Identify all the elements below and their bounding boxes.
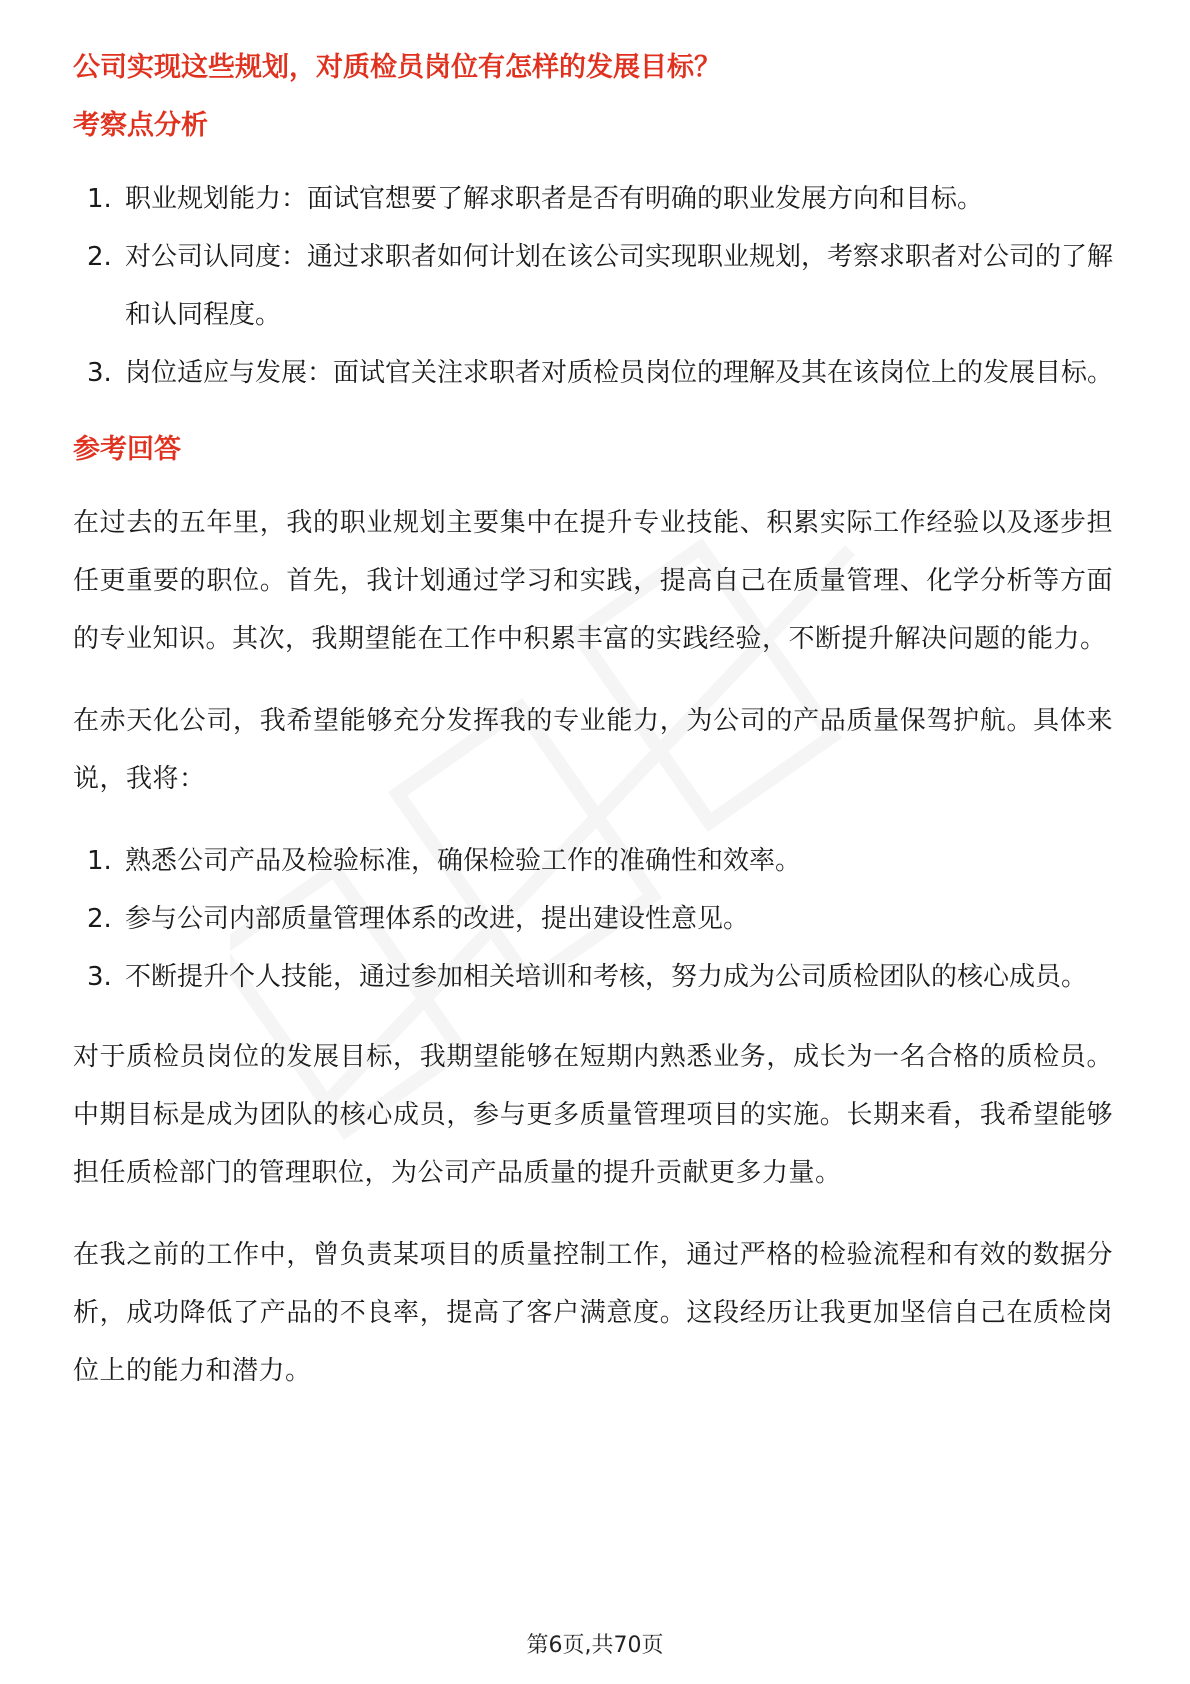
- analysis-heading: 考察点分析: [73, 110, 208, 141]
- list-text: 职业规划能力：面试官想要了解求职者是否有明确的职业发展方向和目标。: [125, 184, 984, 214]
- answer-paragraph: 在过去的五年里，我的职业规划主要集中在提升专业技能、积累实际工作经验以及逐步担任更重要的职位。首先，我计划通过学习和实践，提高自己在质量管理、化学分析等方面的专业知识。其次，我期望能在工作中积累丰富的实践经验，不断提升解决问题的能力。: [73, 508, 1113, 654]
- list-item: [73, 170, 1113, 228]
- answer-list: [73, 832, 1113, 1006]
- list-item: [73, 890, 1113, 948]
- list-item: [73, 344, 1113, 402]
- list-number: 2.: [87, 242, 112, 272]
- list-text: 参与公司内部质量管理体系的改进，提出建设性意见。: [125, 904, 750, 934]
- list-item: [73, 228, 1113, 344]
- list-text: 对公司认同度：通过求职者如何计划在该公司实现职业规划，考察求职者对公司的了解和认同程度。: [125, 242, 1114, 330]
- answer-paragraph: 在我之前的工作中，曾负责某项目的质量控制工作，通过严格的检验流程和有效的数据分析，成功降低了产品的不良率，提高了客户满意度。这段经历让我更加坚信自己在质检岗位上的能力和潜力。: [73, 1240, 1113, 1386]
- list-number: 2.: [87, 904, 112, 934]
- list-number: 1.: [87, 184, 112, 214]
- list-number: 3.: [87, 962, 112, 992]
- answer-paragraph: 对于质检员岗位的发展目标，我期望能够在短期内熟悉业务，成长为一名合格的质检员。中期目标是成为团队的核心成员，参与更多质量管理项目的实施。长期来看，我希望能够担任质检部门的管理职位，为公司产品质量的提升贡献更多力量。: [73, 1042, 1113, 1188]
- list-item: [73, 832, 1113, 890]
- question-title: 公司实现这些规划，对质检员岗位有怎样的发展目标？: [73, 52, 721, 83]
- list-text: 岗位适应与发展：面试官关注求职者对质检员岗位的理解及其在该岗位上的发展目标。: [125, 358, 1114, 388]
- answer-paragraph: 在赤天化公司，我希望能够充分发挥我的专业能力，为公司的产品质量保驾护航。具体来说，我将：: [73, 706, 1113, 794]
- document-page: [73, 48, 1113, 1424]
- list-number: 3.: [87, 358, 112, 388]
- list-text: 不断提升个人技能，通过参加相关培训和考核，努力成为公司质检团队的核心成员。: [125, 962, 1088, 992]
- list-item: [73, 948, 1113, 1006]
- analysis-list: [73, 170, 1113, 402]
- list-text: 熟悉公司产品及检验标准，确保检验工作的准确性和效率。: [125, 846, 802, 876]
- page-number: 第6页,共70页: [526, 1633, 664, 1658]
- list-number: 1.: [87, 846, 112, 876]
- answer-heading: 参考回答: [73, 434, 181, 465]
